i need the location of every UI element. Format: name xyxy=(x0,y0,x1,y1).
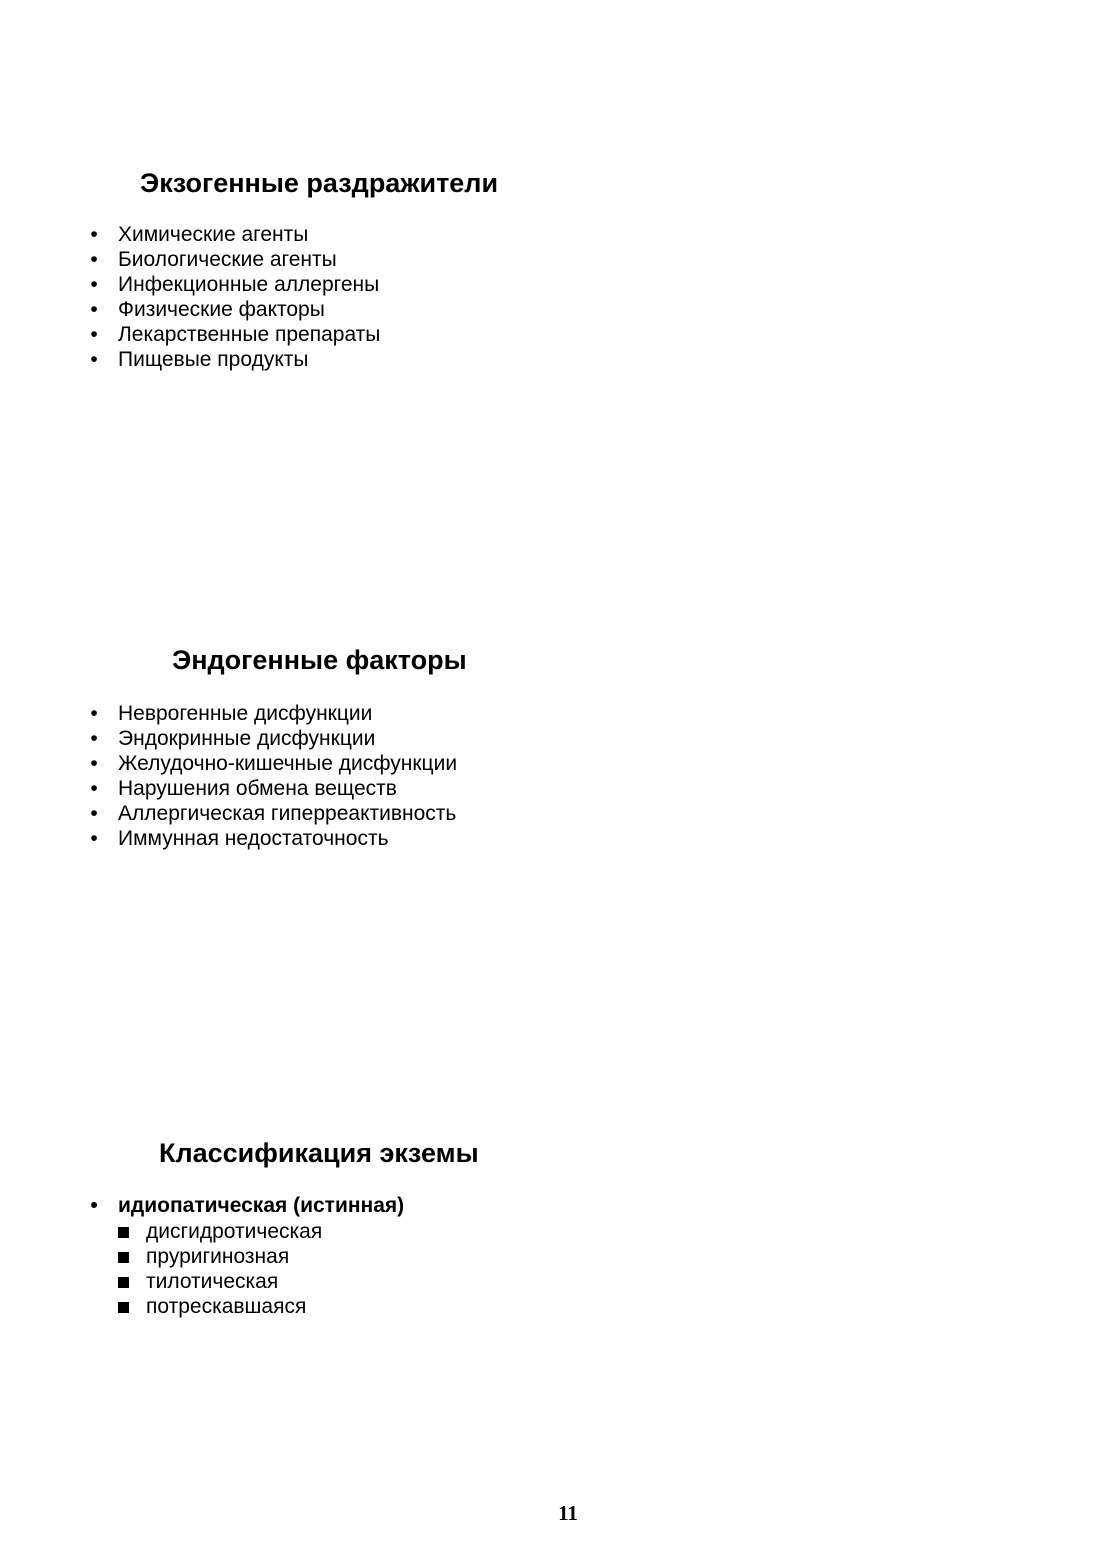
square-bullet-icon xyxy=(118,1277,129,1288)
bullet-icon: • xyxy=(90,1194,98,1217)
bullet-icon: • xyxy=(90,223,98,246)
section-title-endogenous: Эндогенные факторы xyxy=(172,645,467,675)
square-bullet-icon xyxy=(118,1252,129,1263)
list-item-text: Лекарственные препараты xyxy=(118,323,381,346)
list-item-text: Эндокринные дисфункции xyxy=(118,727,376,750)
sub-list-item-text: потрескавшаяся xyxy=(146,1295,307,1318)
section-title-classification: Классификация экземы xyxy=(159,1138,479,1168)
bullet-icon: • xyxy=(90,273,98,296)
list-item-text: Химические агенты xyxy=(118,223,309,246)
list-item-text: Нарушения обмена веществ xyxy=(118,777,397,800)
sub-list-item-text: пруригинозная xyxy=(146,1245,290,1268)
page-number: 11 xyxy=(558,1501,578,1525)
section-title-exogenous: Экзогенные раздражители xyxy=(140,168,499,198)
bullet-icon: • xyxy=(90,348,98,371)
bullet-icon: • xyxy=(90,298,98,321)
bullet-icon: • xyxy=(90,323,98,346)
list-item-text: Желудочно-кишечные дисфункции xyxy=(118,752,458,775)
list-item-text: Биологические агенты xyxy=(118,248,337,271)
list-item-text: Пищевые продукты xyxy=(118,348,309,371)
sub-list-item-text: дисгидротическая xyxy=(146,1220,323,1243)
list-item-text: Аллергическая гиперреактивность xyxy=(118,802,457,825)
list-item-text: Неврогенные дисфункции xyxy=(118,702,373,725)
bullet-icon: • xyxy=(90,827,98,850)
bullet-icon: • xyxy=(90,802,98,825)
bullet-icon: • xyxy=(90,777,98,800)
bullet-icon: • xyxy=(90,752,98,775)
bullet-icon: • xyxy=(90,727,98,750)
list-item-text: Иммунная недостаточность xyxy=(118,827,389,850)
bullet-icon: • xyxy=(90,248,98,271)
list-item-text: Физические факторы xyxy=(118,298,325,321)
sub-list-item-text: тилотическая xyxy=(146,1270,279,1293)
list-item-text: идиопатическая (истинная) xyxy=(118,1194,405,1217)
bullet-icon: • xyxy=(90,702,98,725)
square-bullet-icon xyxy=(118,1302,129,1313)
square-bullet-icon xyxy=(118,1227,129,1238)
list-item-text: Инфекционные аллергены xyxy=(118,273,380,296)
